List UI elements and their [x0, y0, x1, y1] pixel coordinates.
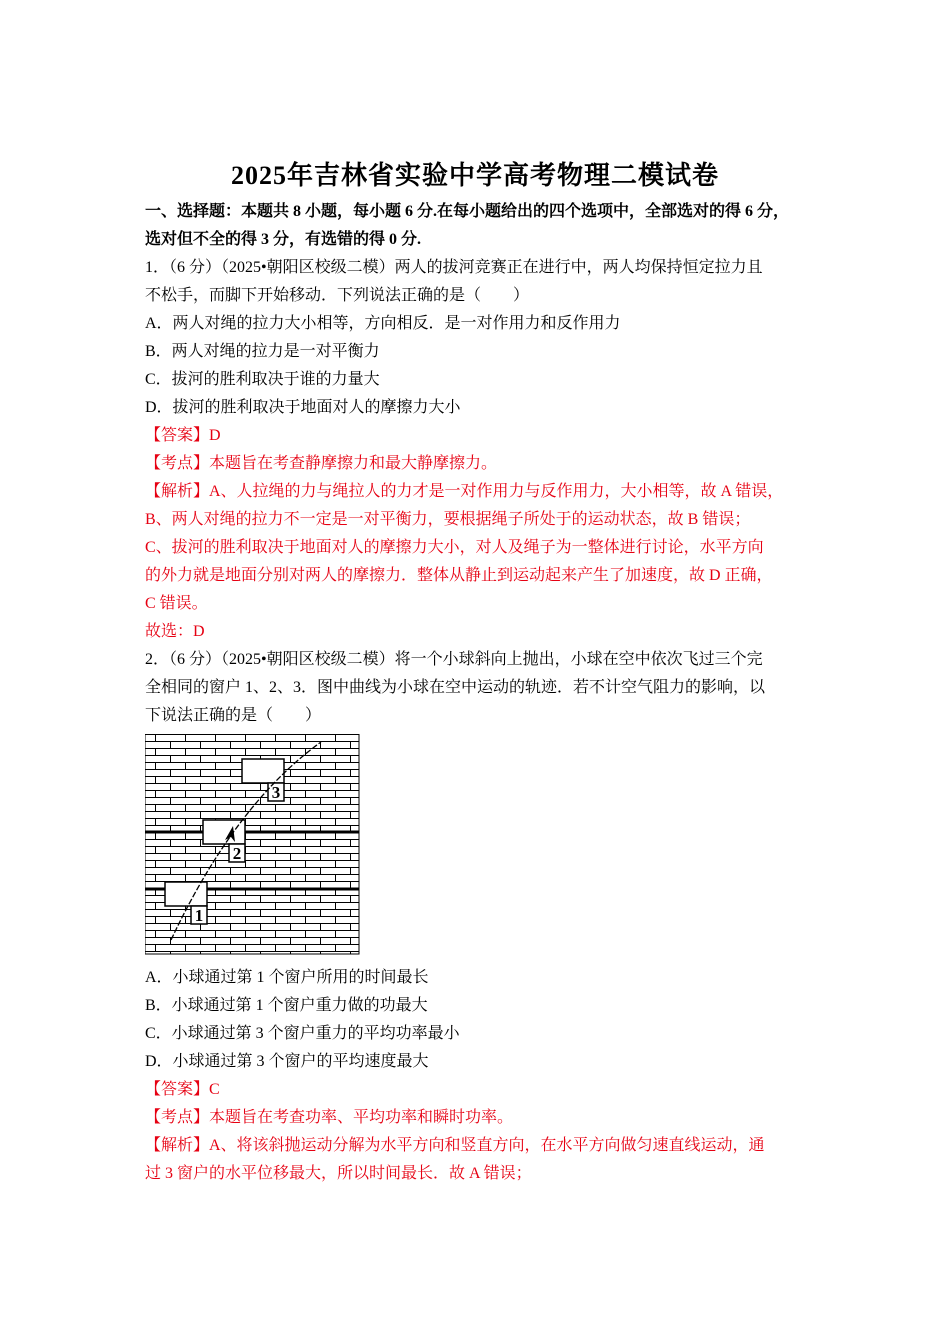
q1-conclusion: 故选：D — [145, 623, 205, 640]
q2-stem-line-3: 下说法正确的是（ ） — [145, 707, 322, 724]
question-2 — [145, 646, 810, 1188]
exam-content — [145, 198, 810, 1188]
q2-option-a: A．小球通过第 1 个窗户所用的时间最长 — [145, 969, 429, 986]
q1-answer: 【答案】D — [145, 427, 221, 444]
question-1 — [145, 254, 810, 646]
q2-option-d: D．小球通过第 3 个窗户的平均速度最大 — [145, 1053, 429, 1070]
q1-point: 【考点】本题旨在考查静摩擦力和最大静摩擦力。 — [145, 455, 498, 472]
q2-point: 【考点】本题旨在考查功率、平均功率和瞬时功率。 — [145, 1109, 514, 1126]
q1-analysis-line-3: C、拔河的胜利取决于地面对人的摩擦力大小，对人及绳子为一整体进行讨论，水平方向 — [145, 539, 764, 556]
q1-analysis-line-5: C 错误。 — [145, 595, 208, 612]
q1-option-b: B．两人对绳的拉力是一对平衡力 — [145, 343, 380, 360]
brick-wall-figure — [145, 734, 810, 960]
q2-option-c: C．小球通过第 3 个窗户重力的平均功率最小 — [145, 1025, 460, 1042]
q2-stem-line-1: 2．（6 分）（2025•朝阳区校级二模）将一个小球斜向上抛出，小球在空中依次飞过三个完 — [145, 651, 763, 668]
q2-answer: 【答案】C — [145, 1081, 220, 1098]
q2-stem-line-2: 全相同的窗户 1、2、3．图中曲线为小球在空中运动的轨迹．若不计空气阻力的影响，以 — [145, 679, 766, 696]
q1-stem-line-1: 1．（6 分）（2025•朝阳区校级二模）两人的拔河竞赛正在进行中，两人均保持恒定拉力且 — [145, 259, 763, 276]
window-label-3: 3 — [271, 783, 281, 802]
window-2 — [203, 820, 245, 844]
page-title: 2025年吉林省实验中学高考物理二模试卷 — [230, 161, 719, 190]
q1-stem-line-2: 不松手，而脚下开始移动．下列说法正确的是（ ） — [145, 287, 530, 304]
q1-analysis-line-2: B、两人对绳的拉力不一定是一对平衡力，要根据绳子所处于的运动状态，故 B 错误； — [145, 511, 751, 528]
window-label-2: 2 — [232, 844, 242, 863]
q1-analysis-line-4: 的外力就是地面分别对两人的摩擦力．整体从静止到运动起来产生了加速度，故 D 正确， — [145, 567, 773, 584]
window-label-1: 1 — [194, 906, 204, 925]
section-header-line-1: 一、选择题：本题共 8 小题，每小题 6 分.在每小题给出的四个选项中，全部选对的得 6 分， — [145, 203, 790, 220]
q1-option-c: C．拔河的胜利取决于谁的力量大 — [145, 371, 380, 388]
section-header-line-2: 选对但不全的得 3 分，有选错的得 0 分. — [145, 231, 422, 248]
q1-analysis-line-1: 【解析】A、人拉绳的力与绳拉人的力才是一对作用力与反作用力，大小相等，故 A 错误， — [145, 483, 784, 500]
q2-analysis-line-1: 【解析】A、将该斜抛运动分解为水平方向和竖直方向，在水平方向做匀速直线运动，通 — [145, 1137, 765, 1154]
window-1 — [165, 882, 207, 906]
q2-analysis-line-2: 过 3 窗户的水平位移最大，所以时间最长．故 A 错误； — [145, 1165, 532, 1182]
q1-option-a: A．两人对绳的拉力大小相等，方向相反．是一对作用力和反作用力 — [145, 315, 621, 332]
brick-wall-svg — [145, 734, 361, 958]
q1-option-d: D．拔河的胜利取决于地面对人的摩擦力大小 — [145, 399, 461, 416]
q2-option-b: B．小球通过第 1 个窗户重力做的功最大 — [145, 997, 428, 1014]
